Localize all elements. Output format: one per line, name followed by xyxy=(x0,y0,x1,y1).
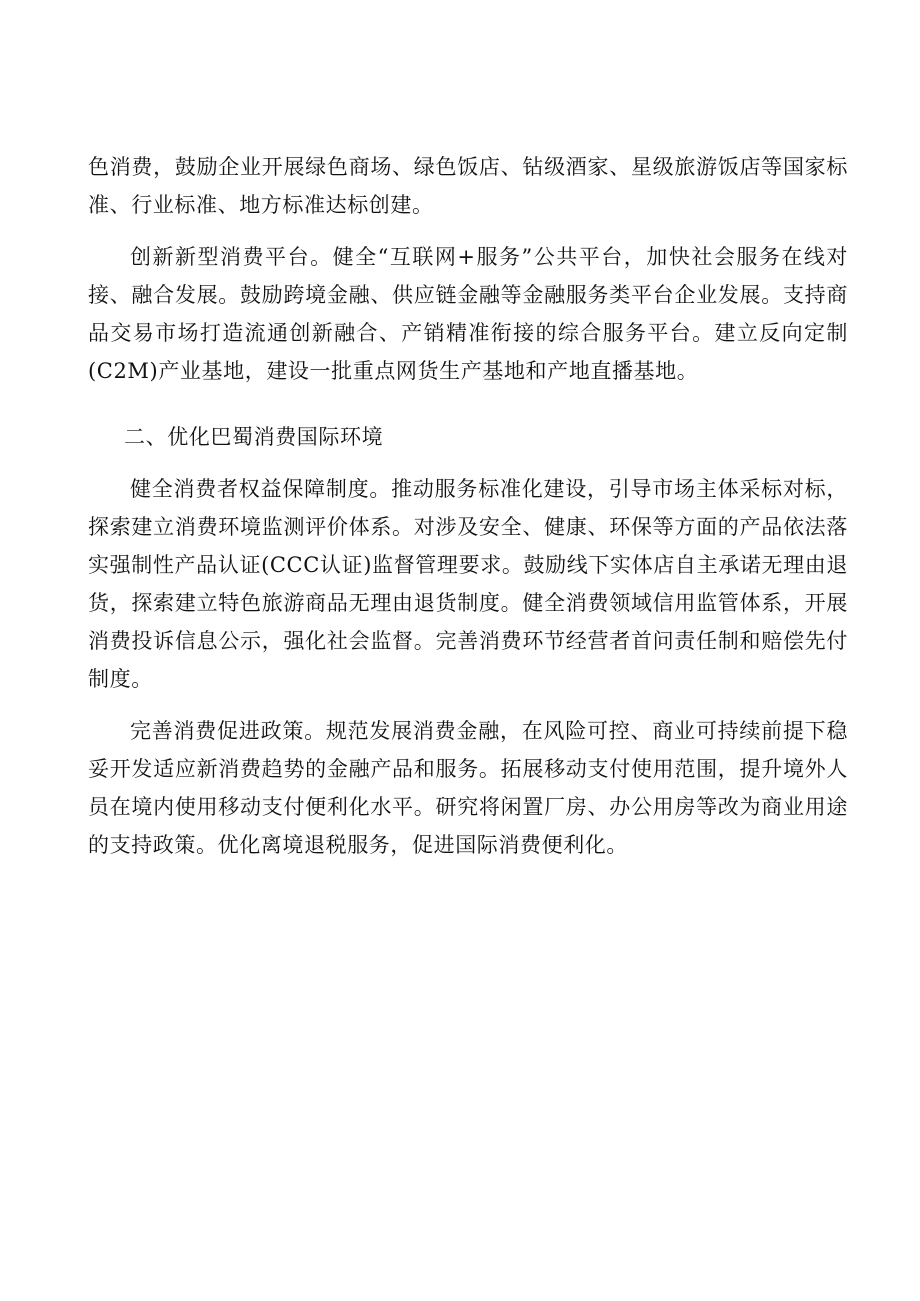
paragraph-consumption-policy: 完善消费促进政策。规范发展消费金融，在风险可控、商业可持续前提下稳妥开发适应新消费趋势的金融产品和服务。拓展移动支付使用范围，提升境外人员在境内使用移动支付便利化水平。研究将闲置厂房、办公用房等改为商业用途的支持政策。优化离境退税服务，促进国际消费便利化。 xyxy=(88,719,848,857)
section-heading: 二、优化巴蜀消费国际环境 xyxy=(124,425,384,449)
paragraph-new-consumption-platform: 创新新型消费平台。健全“互联网+服务”公共平台，加快社会服务在线对接、融合发展。鼓励跨境金融、供应链金融等金融服务类平台企业发展。支持商品交易市场打造流通创新融合、产销精准衔接的综合服务平台。建立反向定制(C2M)产业基地，建设一批重点网货生产基地和产地直播基地。 xyxy=(88,245,848,383)
document-body xyxy=(88,148,848,864)
paragraph-consumer-rights: 健全消费者权益保障制度。推动服务标准化建设，引导市场主体采标对标，探索建立消费环境监测评价体系。对涉及安全、健康、环保等方面的产品依法落实强制性产品认证(CCC认证)监督管理要求。鼓励线下实体店自主承诺无理由退货，探索建立特色旅游商品无理由退货制度。健全消费领域信用监管体系，开展消费投诉信息公示，强化社会监督。完善消费环节经营者首问责任制和赔偿先付制度。 xyxy=(88,477,848,691)
paragraph-green-consumption: 色消费，鼓励企业开展绿色商场、绿色饭店、钻级酒家、星级旅游饭店等国家标准、行业标准、地方标准达标创建。 xyxy=(88,155,848,217)
